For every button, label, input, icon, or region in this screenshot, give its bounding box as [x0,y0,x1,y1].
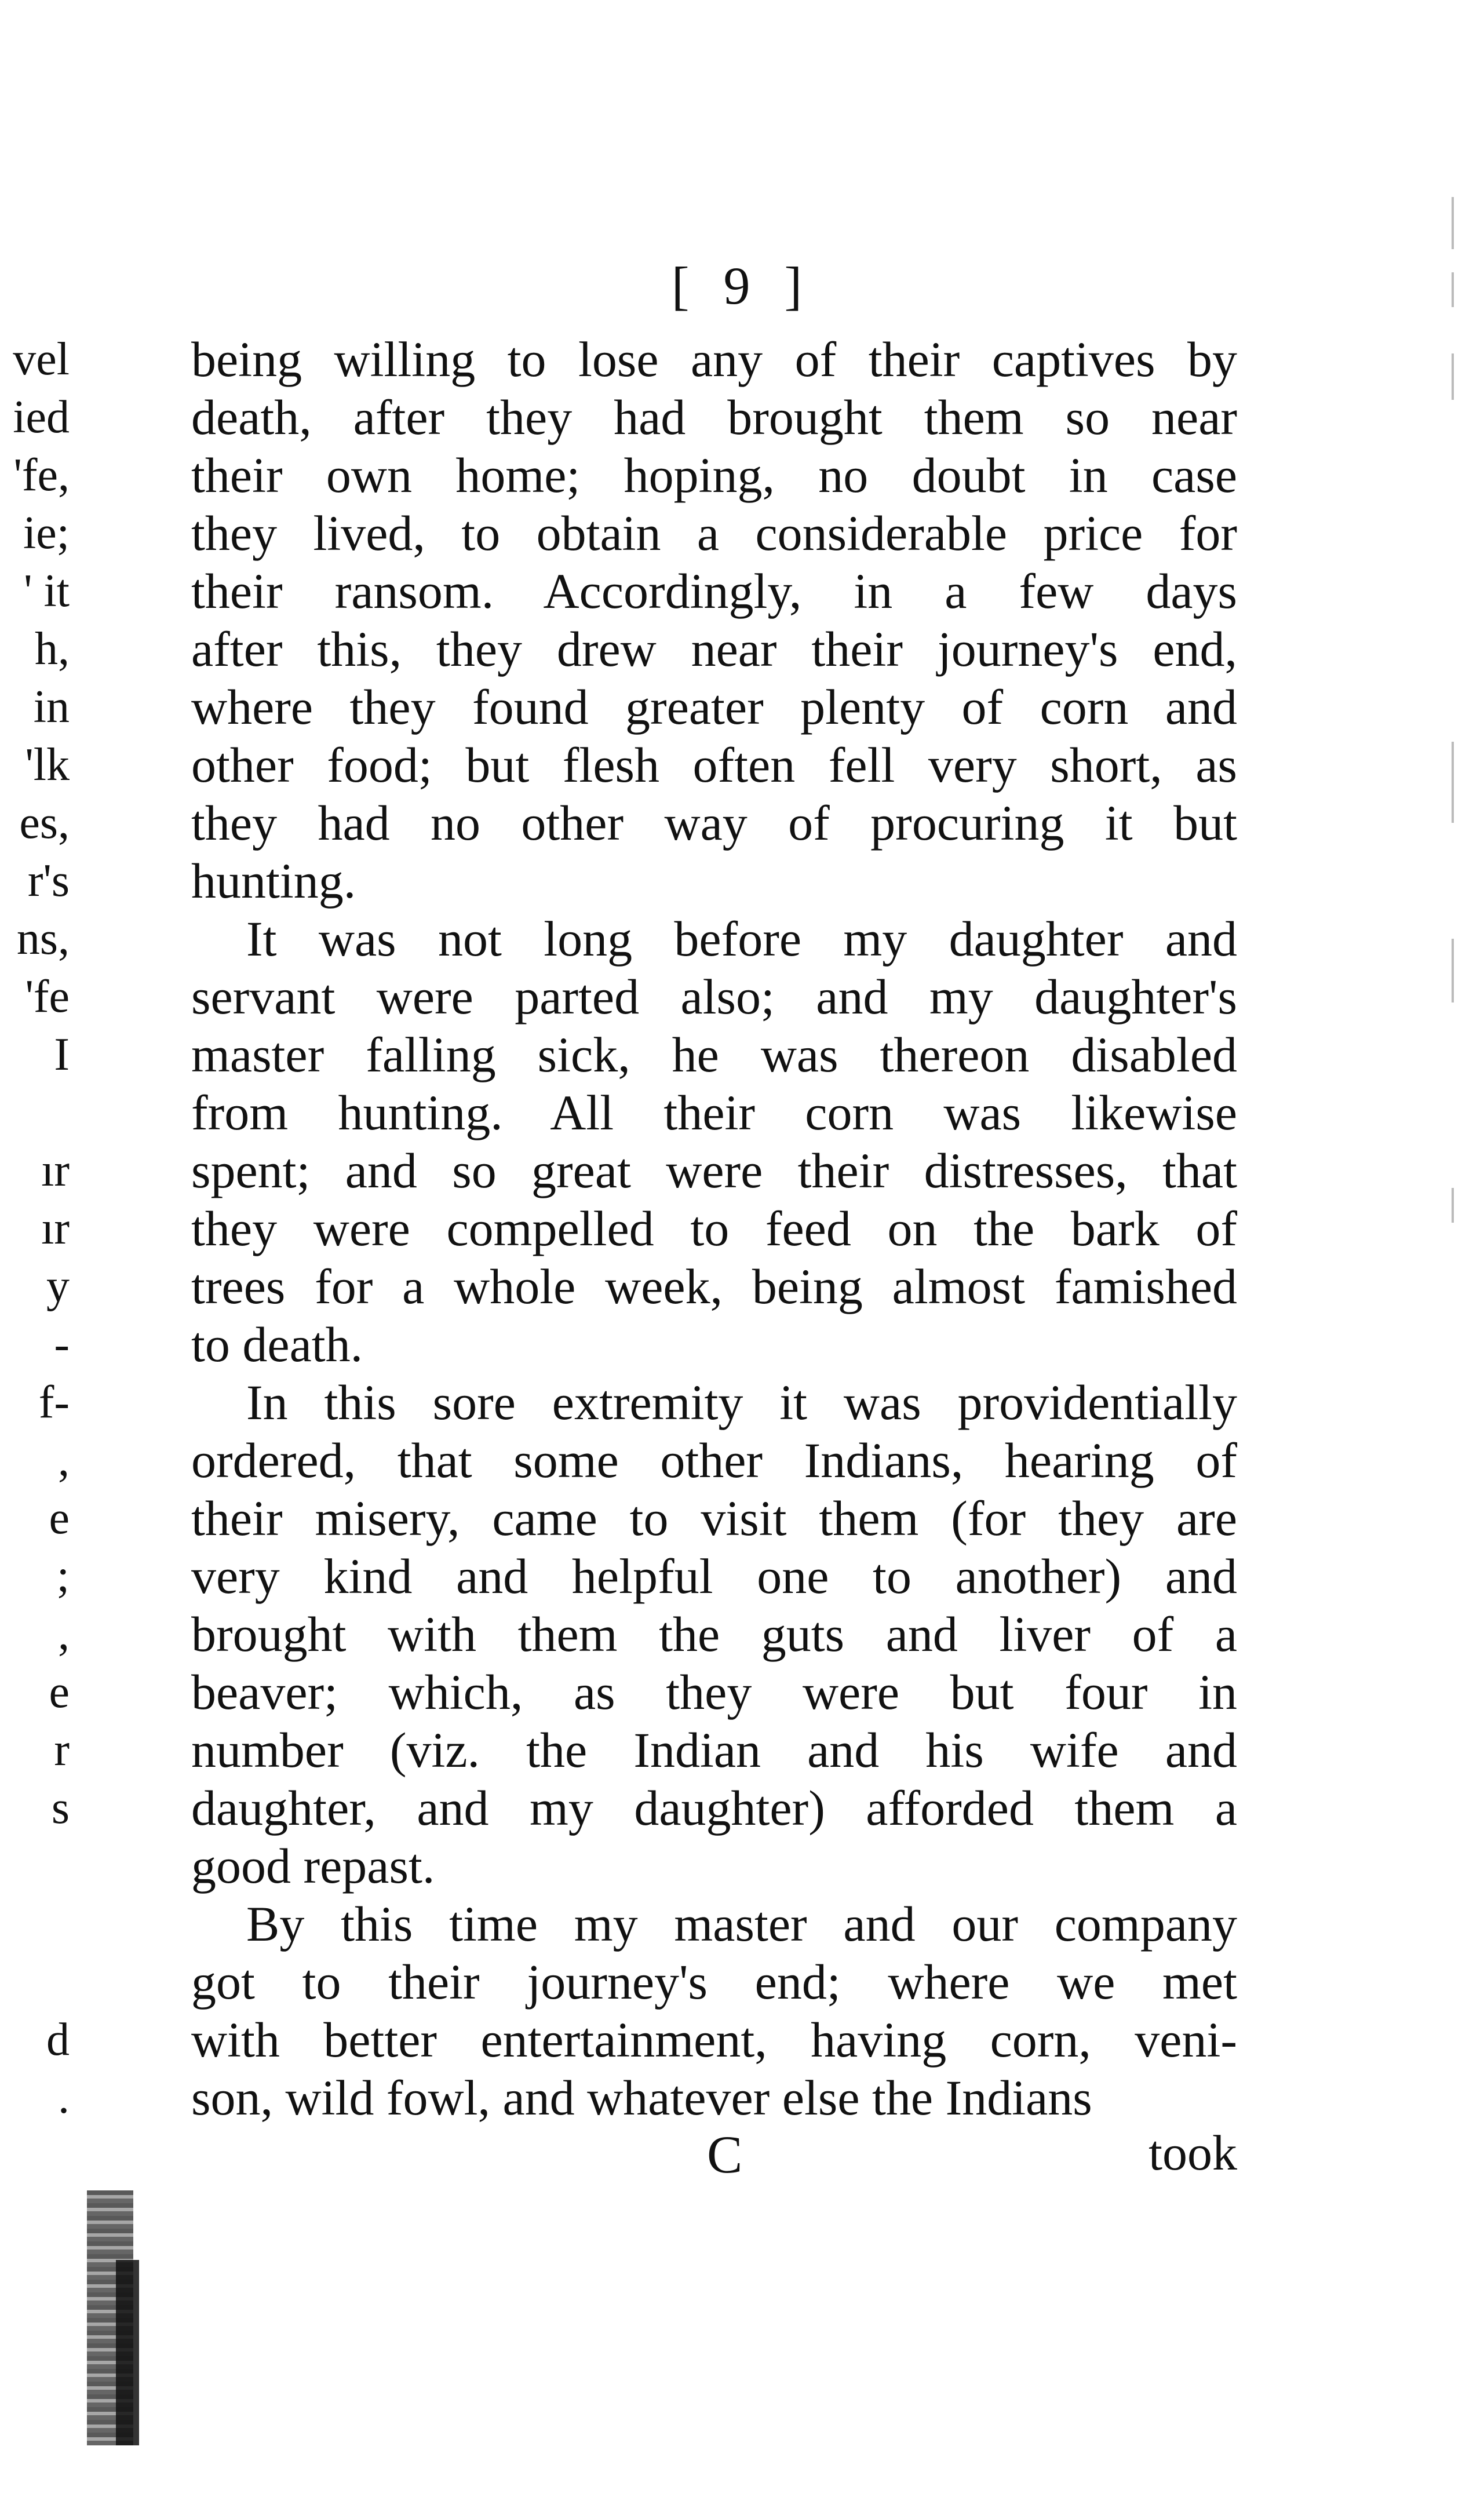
margin-fragment: ' it [24,566,70,617]
text-line: beaver; which, as they were but four in [191,1664,1237,1720]
text-line: good repast. [191,1838,435,1894]
text-line: In this sore extremity it was providentially [246,1375,1237,1430]
margin-fragment: in [33,681,70,732]
margin-fragment: - [54,1319,70,1370]
page-edge-mark [1452,197,1454,249]
text-line: ordered, that some other Indians, hearing of [191,1432,1237,1488]
text-line: number (viz. the Indian and his wife and [191,1722,1237,1778]
text-line: with better entertainment, having corn, veni- [191,2012,1237,2068]
margin-fragment: ır [41,1203,70,1254]
margin-fragment: r's [27,855,70,906]
margin-fragment: 'fe [25,971,70,1022]
margin-fragment: e [49,1667,70,1718]
catchword: took [1148,2125,1237,2181]
margin-fragment: ; [56,1551,70,1602]
text-line: after this, they drew near their journey's end, [191,621,1237,677]
text-line: being willing to lose any of their captives by [191,331,1237,387]
margin-fragment: 'fe, [13,450,70,501]
margin-fragment: d [46,2014,70,2065]
margin-fragment [0,1837,81,1895]
margin-fragment: h, [35,624,70,675]
margin-fragment: vel [13,334,70,385]
text-line: their own home; hoping, no doubt in case [191,447,1237,503]
text-line: hunting. [191,853,356,909]
binding-shadow-dark [116,2260,139,2445]
page-footer [191,2124,1237,2188]
margin-fragment: e [49,1493,70,1544]
margin-fragment: ied [13,392,70,443]
text-line: brought with them the guts and liver of a [191,1606,1237,1662]
text-line: daughter, and my daughter) afforded them a [191,1780,1237,1836]
text-line: death, after they had brought them so near [191,389,1237,445]
text-line: spent; and so great were their distresses, that [191,1143,1237,1198]
text-line: It was not long before my daughter and [246,911,1237,967]
text-line: got to their journey's end; where we met [191,1954,1237,2010]
page-edge-mark [1452,939,1454,1002]
signature-mark: C [707,2125,743,2184]
page-edge-mark [1452,353,1454,400]
margin-fragment [0,1895,81,1953]
text-line: By this time my master and our company [246,1896,1237,1952]
text-line: servant were parted also; and my daughter's [191,969,1237,1025]
page-edge-mark [1452,272,1454,307]
margin-fragment: 'lk [25,739,70,790]
text-line: they were compelled to feed on the bark of [191,1201,1237,1256]
margin-fragment: r [54,1725,70,1776]
margin-fragment: I [54,1029,70,1080]
margin-fragment: , [58,1609,70,1660]
margin-fragment: ır [41,1145,70,1196]
page-edge-mark [1452,1188,1454,1223]
page-number: [ 9 ] [671,256,813,315]
text-line: master falling sick, he was thereon disabled [191,1027,1237,1082]
text-line: they lived, to obtain a considerable price for [191,505,1237,561]
margin-fragment [0,1084,81,1142]
previous-page-edge-text [0,330,81,2127]
page-edge-mark [1452,742,1454,823]
margin-fragment: s [51,1782,70,1833]
margin-fragment: es, [19,797,70,848]
margin-fragment: ns, [16,913,70,964]
margin-fragment: f- [38,1377,70,1428]
text-line: their misery, came to visit them (for they are [191,1490,1237,1546]
text-line: from hunting. All their corn was likewise [191,1085,1237,1140]
text-line: very kind and helpful one to another) and [191,1548,1237,1604]
text-line: other food; but flesh often fell very short, as [191,737,1237,793]
margin-fragment: y [46,1261,70,1312]
text-line: trees for a whole week, being almost famished [191,1259,1237,1314]
text-line: to death. [191,1317,363,1372]
margin-fragment [0,1953,81,2011]
text-line: they had no other way of procuring it but [191,795,1237,851]
body-text [191,330,1237,2127]
margin-fragment: ie; [23,508,70,559]
margin-fragment: , [58,1435,70,1486]
text-line: son, wild fowl, and whatever else the Indians [191,2070,1092,2126]
text-line: their ransom. Accordingly, in a few days [191,563,1237,619]
margin-fragment: . [58,2072,70,2123]
text-line: where they found greater plenty of corn and [191,679,1237,735]
